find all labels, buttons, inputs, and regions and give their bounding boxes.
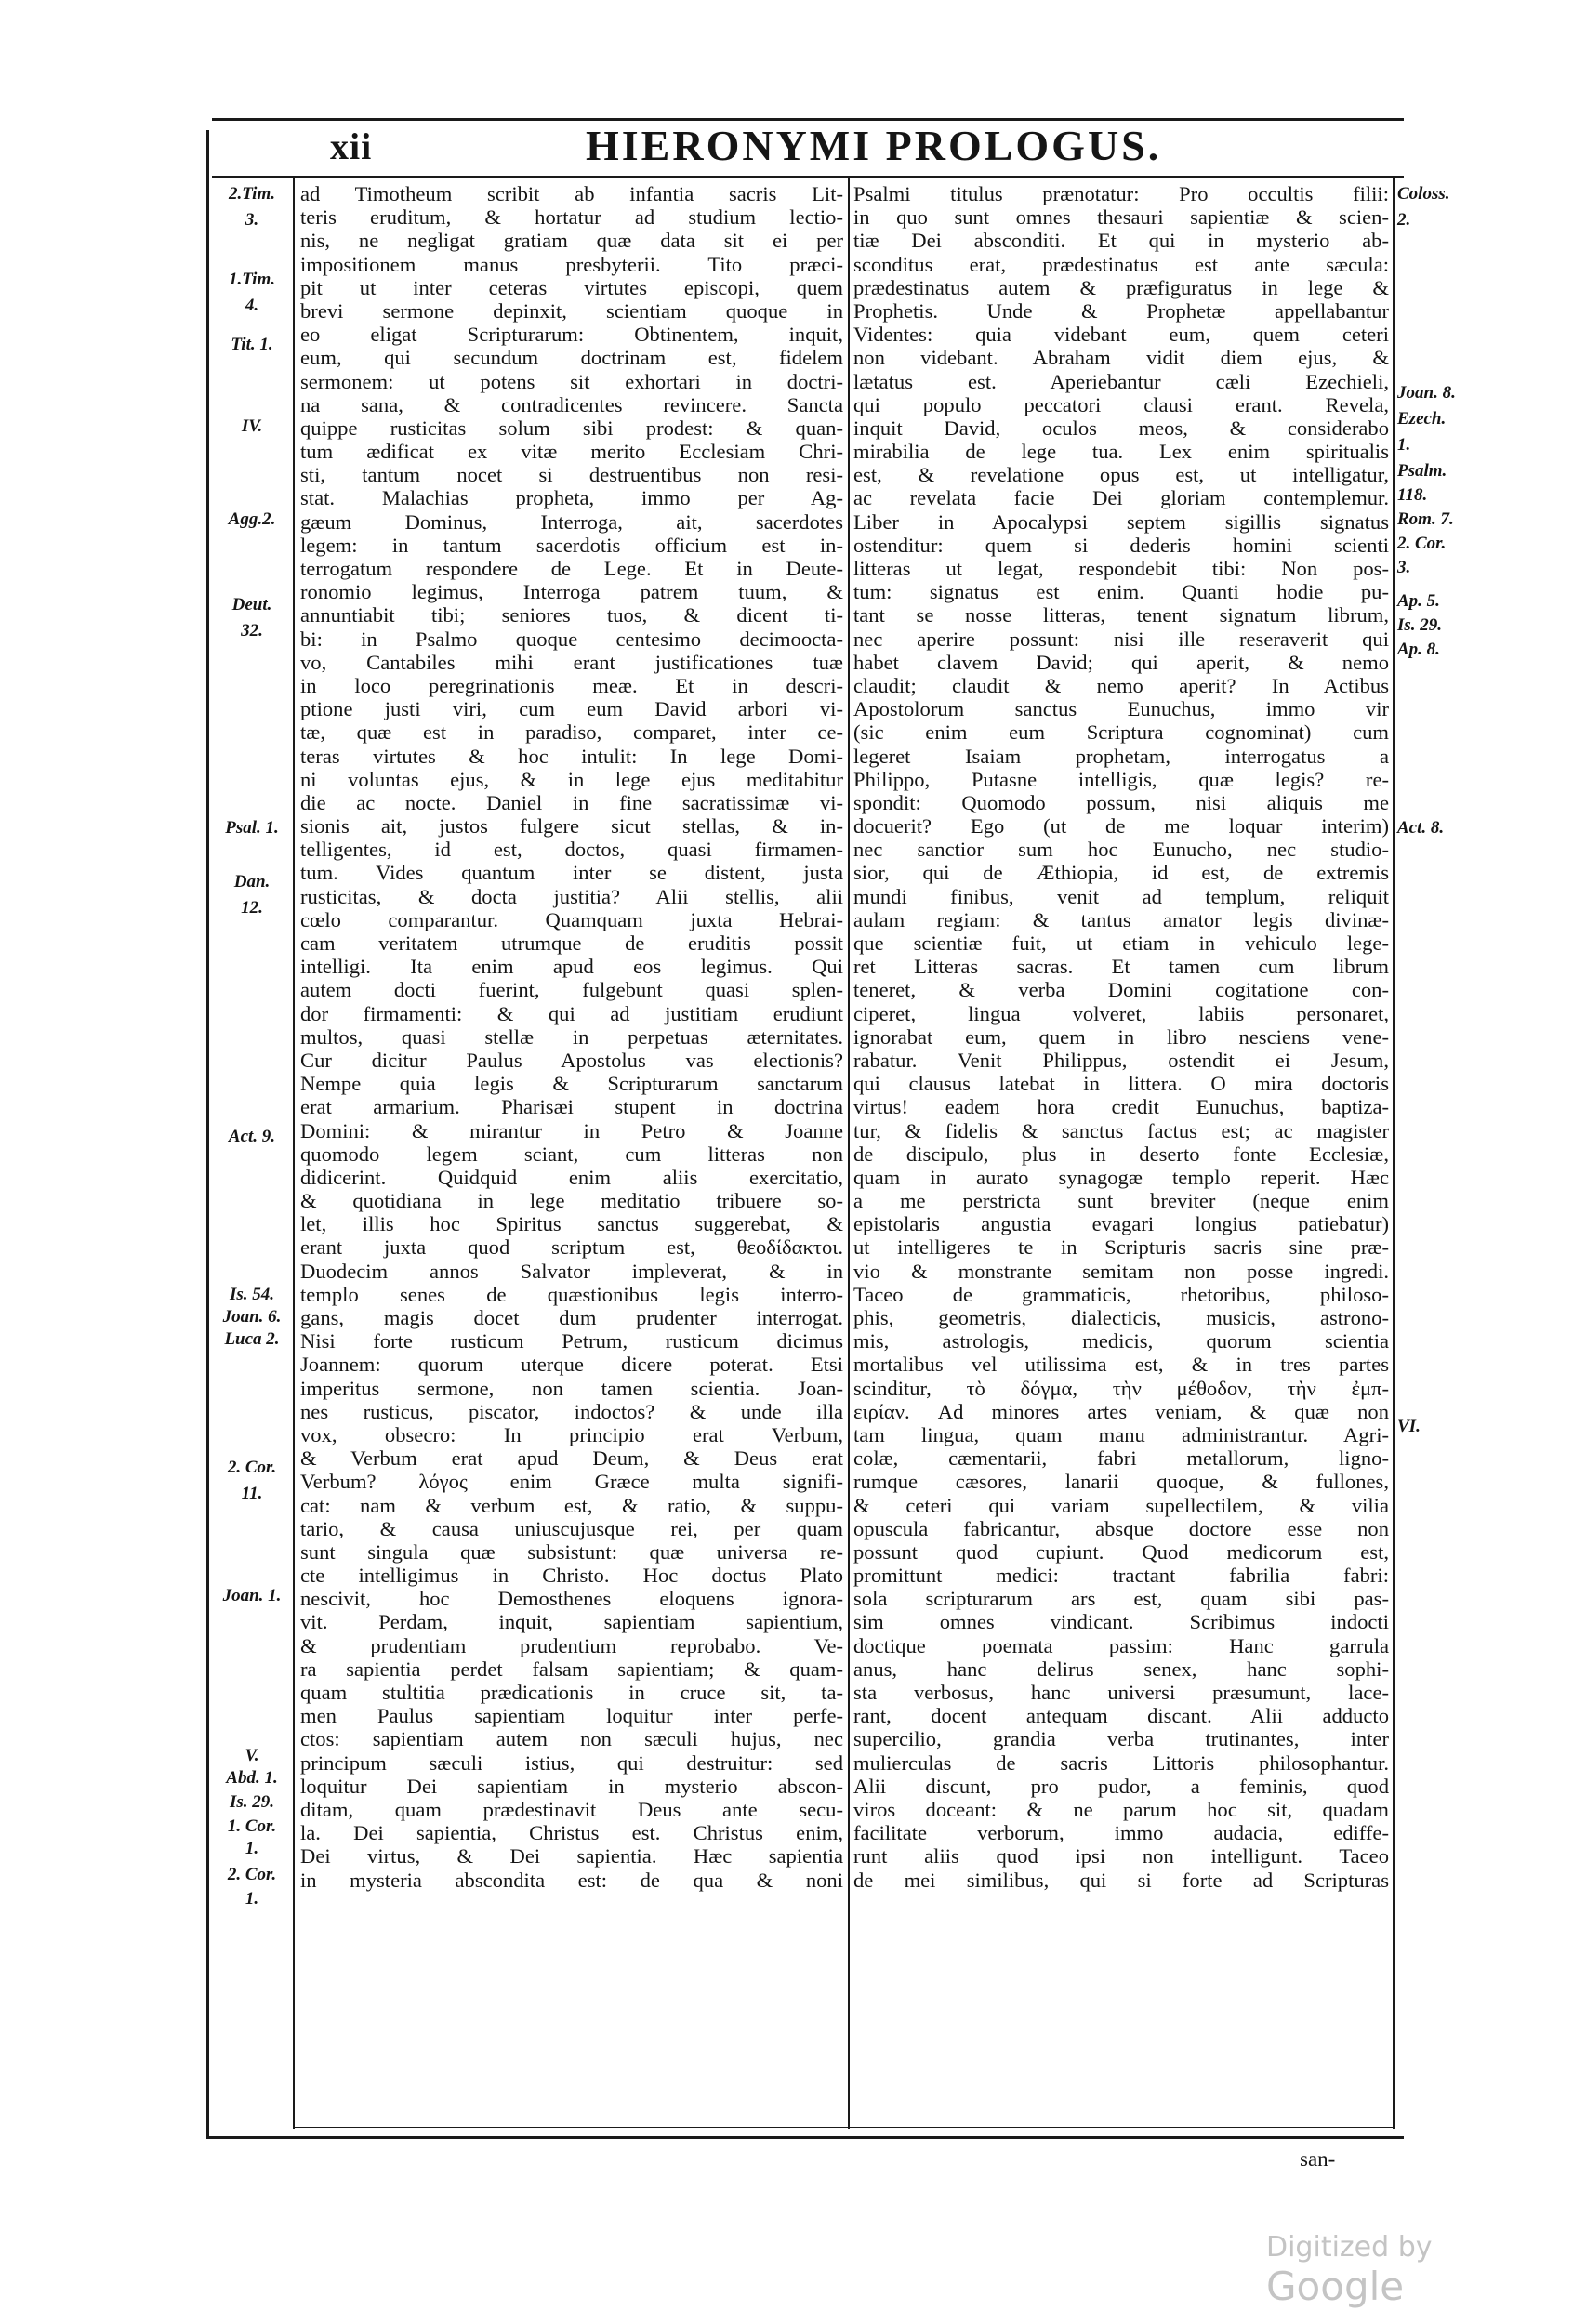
text-line: na sana, & contradicentes revincere. Sancta <box>300 392 843 416</box>
text-line: cœlo comparantur. Quamquam juxta Hebrai- <box>300 907 843 931</box>
text-line: teras virtutes & hoc intulit: In lege Domi- <box>300 744 843 768</box>
text-line: bi: in Psalmo quoque centesimo decimoocta- <box>300 627 843 651</box>
text-line: ostenditur: quem si dederis homini scienti <box>853 533 1389 557</box>
text-line: ptione justi viri, cum eum David arbori vi- <box>300 697 843 721</box>
text-line: intelligi. Ita enim apud eos legimus. Qui <box>300 955 843 979</box>
text-line: claudit; claudit & nemo aperit? In Actibus <box>853 673 1389 697</box>
margin-reference: VI. <box>1397 1417 1421 1436</box>
text-line: & ceteri qui variam supellectilem, & vilia <box>853 1493 1389 1517</box>
margin-reference: Ap. 5. <box>1397 591 1440 611</box>
text-line: & prudentiam prudentium reprobabo. Ve- <box>300 1633 843 1657</box>
text-line: quam stultitia prædicationis in cruce sit, ta- <box>300 1681 843 1704</box>
text-line: in mysteria abscondita est: de qua & noni <box>300 1868 843 1892</box>
margin-reference: 2.Tim. <box>229 184 275 204</box>
text-line: opuscula fabricantur, absque doctore esse non <box>853 1516 1389 1540</box>
text-line: Videntes: quia videbant eum, quem ceteri <box>853 323 1389 347</box>
margin-reference: 1.Tim. <box>229 270 275 289</box>
text-line: tam lingua, quam manu administrantur. Agri- <box>853 1422 1389 1446</box>
text-line: nescivit, hoc Demosthenes eloquens ignora- <box>300 1587 843 1611</box>
margin-reference: 1. <box>245 1839 259 1858</box>
text-line: mortalibus vel utilissima est, & in tres partes <box>853 1353 1389 1377</box>
margin-reference: Coloss. <box>1397 184 1450 204</box>
margin-reference: 11. <box>241 1484 263 1503</box>
margin-reference: Rom. 7. <box>1397 509 1454 529</box>
margin-reference: 4. <box>245 296 259 315</box>
text-line: teris eruditum, & hortatur ad studium lectio- <box>300 205 843 230</box>
text-line: facilitate verborum, immo audacia, ediffe- <box>853 1821 1389 1845</box>
margin-reference: Joan. 6. <box>222 1307 282 1327</box>
text-line: eo eligat Scripturarum: Obtinentem, inquit, <box>300 323 843 347</box>
margin-reference: Tit. 1. <box>231 335 273 354</box>
text-line: mis, astrologis, medicis, quorum scientia <box>853 1329 1389 1353</box>
text-line: cam veritatem utrumque de eruditis possit <box>300 931 843 955</box>
margin-reference: 3. <box>245 210 259 230</box>
text-line: la. Dei sapientia, Christus est. Christus enim, <box>300 1821 843 1845</box>
text-line: vit. Perdam, inquit, sapientiam sapientium, <box>300 1610 843 1634</box>
text-line: sta verbosus, hanc universi præsumunt, lace- <box>853 1681 1389 1704</box>
text-line: stat. Malachias propheta, immo per Ag- <box>300 486 843 510</box>
text-line: gæum Dominus, Interroga, ait, sacerdotes <box>300 509 843 534</box>
margin-reference: Joan. 1. <box>222 1586 282 1605</box>
text-line: nec aperire possunt: nisi ille reseraverit qui <box>853 627 1389 651</box>
text-line: multos, quasi stellæ in perpetuas æternitates. <box>300 1024 843 1049</box>
margin-reference: Dan. <box>233 872 271 891</box>
text-line: runt aliis quod ipsi non intelligunt. Taceo <box>853 1844 1389 1868</box>
text-line: rumque cæsores, lanarii quoque, & fullones, <box>853 1470 1389 1494</box>
text-line: & quotidiana in lege meditatio tribuere so- <box>300 1189 843 1213</box>
text-line: teneret, & verba Domini cogitatione con- <box>853 978 1389 1002</box>
text-line: dor firmamenti: & qui ad justitiam erudiunt <box>300 1001 843 1025</box>
text-line: de mei similibus, qui si forte ad Scripturas <box>853 1868 1389 1892</box>
text-line: tæ, quæ est in paradiso, comparet, inter ce- <box>300 720 843 745</box>
text-bottom-rule <box>293 2127 1395 2128</box>
text-line: Dei virtus, & Dei sapientia. Hæc sapientia <box>300 1844 843 1868</box>
text-line: tur, & fidelis & sanctus factus est; ac magister <box>853 1118 1389 1142</box>
text-line: epistolaris angustia evagari longius patiebatur) <box>853 1212 1389 1236</box>
text-line: tum: signatus est enim. Quanti hodie pu- <box>853 580 1389 604</box>
page-number: xii <box>330 125 373 167</box>
text-line: sola scripturarum ars est, quam sibi pas- <box>853 1587 1389 1611</box>
text-line: quippe rusticitas solum sibi prodest: & quan- <box>300 416 843 440</box>
text-line: Nisi forte rusticum Petrum, rusticum dicimus <box>300 1329 843 1353</box>
text-line: virtus! eadem hora credit Eunuchus, baptiza- <box>853 1095 1389 1119</box>
text-line: principum sæculi istius, qui destruitur: sed <box>300 1750 843 1775</box>
watermark-brand: Google <box>1266 2264 1405 2309</box>
margin-reference: 1. Cor. <box>227 1816 277 1836</box>
margin-reference: Agg.2. <box>228 509 276 529</box>
text-line: supercilio, grandia verba trutinantes, inter <box>853 1727 1389 1751</box>
text-line: gans, magis docet dum prudenter interrogat. <box>300 1306 843 1329</box>
text-line: Alii discunt, pro pudor, a feminis, quod <box>853 1774 1389 1798</box>
margin-reference: Is. 29. <box>1397 615 1443 635</box>
text-line: Nempe quia legis & Scripturarum sanctarum <box>300 1072 843 1096</box>
text-line: que scientiæ fuit, ut etiam in vehiculo lege- <box>853 931 1389 955</box>
text-line: Liber in Apocalypsi septem sigillis signatus <box>853 509 1389 534</box>
text-line: ronomio legimus, Interroga patrem tuum, & <box>300 580 843 604</box>
text-line: tiæ Dei absconditi. Et qui in mysterio ab- <box>853 229 1389 253</box>
margin-reference: 2. Cor. <box>1397 534 1447 553</box>
text-line: Apostolorum sanctus Eunuchus, immo vir <box>853 697 1389 721</box>
text-column-left <box>300 182 843 2125</box>
text-line: let, illis hoc Spiritus sanctus suggerebat, & <box>300 1212 843 1236</box>
text-line: men Paulus sapientiam loquitur inter perfe- <box>300 1704 843 1728</box>
margin-reference: Act. 9. <box>228 1127 276 1146</box>
text-line: a me perstricta sunt breviter (neque enim <box>853 1189 1389 1213</box>
text-line: qui clausus latebat in littera. O mira doctoris <box>853 1072 1389 1096</box>
frame-outer-left-rule <box>206 130 209 2136</box>
text-line: prædestinatus autem & præfiguratus in lege & <box>853 275 1389 299</box>
text-line: Taceo de grammaticis, rhetoribus, philoso- <box>853 1282 1389 1306</box>
margin-reference: Ap. 8. <box>1397 640 1440 659</box>
text-line: templo senes de quæstionibus legis interro- <box>300 1282 843 1306</box>
text-line: rusticitas, & docta justitia? Alii stellis, alii <box>300 884 843 908</box>
text-line: ni voluntas ejus, & in lege ejus meditabitur <box>300 767 843 791</box>
margin-reference: Abd. 1. <box>226 1768 278 1788</box>
margin-reference: 1. <box>1397 435 1411 455</box>
text-line: lætatus est. Aperiebantur cæli Ezechieli, <box>853 369 1389 393</box>
text-line: sior, qui de Æthiopia, id est, de extremis <box>853 861 1389 885</box>
text-line: rant, docent antequam discant. Alii adducto <box>853 1704 1389 1728</box>
text-line: sunt singula quæ subsistunt: quæ universa re- <box>300 1539 843 1564</box>
text-line: autem docti fuerint, fulgebunt quasi splen- <box>300 978 843 1002</box>
margin-reference: 2. <box>1397 210 1411 230</box>
margin-reference: Deut. <box>231 595 272 614</box>
margin-reference: Is. 54. <box>229 1285 275 1304</box>
text-line: Domini: & mirantur in Petro & Joanne <box>300 1118 843 1142</box>
text-line: terrogatum respondere de Lege. Et in Deute- <box>300 557 843 580</box>
text-line: scinditur, τὸ δόγμα, τὴν μέθοδον, τὴν ἐμπ- <box>853 1376 1389 1400</box>
text-line: & Verbum erat apud Deum, & Deus erat <box>300 1446 843 1471</box>
text-line: erat armarium. Pharisæi stupent in doctrina <box>300 1095 843 1119</box>
margin-reference: 1. <box>245 1889 259 1908</box>
text-line: Prophetis. Unde & Prophetæ appellabantur <box>853 298 1389 323</box>
margin-reference: 32. <box>241 621 263 640</box>
margin-reference: 2. Cor. <box>227 1865 277 1884</box>
frame-inner-left-rule <box>293 177 295 2129</box>
text-line: tant se nosse litteras, tenent signatum librum, <box>853 603 1389 627</box>
text-line: mundi finibus, venit ad templum, reliquit <box>853 884 1389 908</box>
text-line: pit ut inter ceteras virtutes episcopi, quem <box>300 275 843 299</box>
margin-reference: IV. <box>241 416 263 436</box>
text-line: telligentes, id est, doctos, quasi firmamen- <box>300 838 843 862</box>
text-line: Verbum? λόγος enim Græce multa signifi- <box>300 1470 843 1494</box>
margin-reference: Joan. 8. <box>1397 383 1456 403</box>
header-bottom-rule <box>212 176 1404 178</box>
text-line: habet clavem David; qui aperit, & nemo <box>853 650 1389 674</box>
margin-reference: V. <box>245 1746 259 1765</box>
text-line: sim omnes vindicant. Scribimus indocti <box>853 1610 1389 1634</box>
text-line: colæ, cæmentarii, fabri metallorum, ligno- <box>853 1446 1389 1471</box>
text-line: erant juxta quod scriptum est, θεοδίδακτοι. <box>300 1235 843 1260</box>
page-bottom-rule <box>206 2136 1404 2139</box>
text-line: ctos: sapientiam autem non sæculi hujus, nec <box>300 1727 843 1751</box>
text-line: didicerint. Quidquid enim aliis exercitatio, <box>300 1165 843 1189</box>
text-line: ret Litteras sacras. Et tamen cum librum <box>853 955 1389 979</box>
margin-reference: Ezech. <box>1397 409 1447 429</box>
text-line: vio & monstrante semitam non posse ingredi. <box>853 1259 1389 1283</box>
text-line: possunt quod cupiunt. Quod medicorum est, <box>853 1539 1389 1564</box>
margin-reference: Psal. 1. <box>225 818 279 838</box>
text-line: loquitur Dei sapientiam in mysterio abscon- <box>300 1774 843 1798</box>
text-line: cat: nam & verbum est, & ratio, & suppu- <box>300 1493 843 1517</box>
text-line: Psalmi titulus prænotatur: Pro occultis filii: <box>853 182 1389 205</box>
text-line: ciperet, lingua volveret, labiis personaret, <box>853 1001 1389 1025</box>
text-line: ad Timotheum scribit ab infantia sacris Lit- <box>300 182 843 205</box>
text-column-right <box>853 182 1389 2125</box>
text-line: sti, tantum nocet si destruentibus non resi- <box>300 463 843 487</box>
text-line: vox, obsecro: In principio erat Verbum, <box>300 1422 843 1446</box>
text-line: eum, qui secundum doctrinam est, fidelem <box>300 346 843 370</box>
text-line: qui populo peccatori clausi erant. Revela, <box>853 392 1389 416</box>
text-line: ac revelata facie Dei gloriam contemplemur. <box>853 486 1389 510</box>
text-line: phis, geometris, dialecticis, musicis, astrono- <box>853 1306 1389 1329</box>
text-line: legem: in tantum sacerdotis officium est in- <box>300 533 843 557</box>
text-line: aulam regiam: & tantus amator legis divinæ- <box>853 907 1389 931</box>
text-line: ditam, quam prædestinavit Deus ante secu- <box>300 1797 843 1821</box>
margin-reference: 118. <box>1397 485 1428 505</box>
text-line: promittunt medici: tractant fabrilia fabri: <box>853 1564 1389 1588</box>
catchword: san- <box>1300 2147 1336 2171</box>
text-line: die ac nocte. Daniel in fine sacratissimæ vi- <box>300 790 843 814</box>
margin-reference: Luca 2. <box>224 1329 280 1349</box>
text-line: tum ædificat ex vitæ merito Ecclesiam Chri- <box>300 440 843 464</box>
text-line: mulierculas de sacris Littoris philosophantur. <box>853 1750 1389 1775</box>
text-line: nec sanctior sum hoc Eunucho, nec studio- <box>853 838 1389 862</box>
text-line: nes rusticus, piscator, indoctos? & unde illa <box>300 1399 843 1423</box>
text-line: docuerit? Ego (ut de me loquar interim) <box>853 814 1389 838</box>
text-line: rabatur. Venit Philippus, ostendit ei Jesum, <box>853 1048 1389 1072</box>
text-line: Joannem: quorum uterque dicere poterat. Etsi <box>300 1353 843 1377</box>
text-line: sconditus erat, prædestinatus est ante sæcula: <box>853 252 1389 276</box>
text-line: (sic enim eum Scriptura cognominat) cum <box>853 720 1389 745</box>
text-line: litteras ut legat, respondebit tibi: Non pos- <box>853 557 1389 580</box>
text-line: Philippo, Putasne intelligis, quæ legis? re- <box>853 767 1389 791</box>
text-line: brevi sermone depinxit, scientiam quoque in <box>300 298 843 323</box>
text-line: quomodo legem sciant, cum litteras non <box>300 1142 843 1166</box>
text-line: ut intelligeres te in Scripturis sacris sine præ- <box>853 1235 1389 1260</box>
text-line: tario, & causa uniuscujusque rei, per quam <box>300 1516 843 1540</box>
text-line: ειρίαν. Ad minores artes veniam, & quæ non <box>853 1399 1389 1423</box>
text-line: de discipulo, plus in deserto fonte Ecclesiæ, <box>853 1142 1389 1166</box>
text-line: legeret Isaiam prophetam, interrogatus a <box>853 744 1389 768</box>
text-line: sermonem: ut potens sit exhortari in doctri- <box>300 369 843 393</box>
digitized-watermark <box>1266 2231 1573 2309</box>
margin-reference: Act. 8. <box>1397 818 1445 838</box>
margin-reference: 3. <box>1397 558 1411 577</box>
running-head: HIERONYMI PROLOGUS. <box>586 122 1162 169</box>
text-line: tum. Vides quantum inter se distent, justa <box>300 861 843 885</box>
column-divider-rule <box>848 177 850 2129</box>
text-line: spondit: Quomodo possum, nisi aliquis me <box>853 790 1389 814</box>
margin-reference: Is. 29. <box>229 1792 275 1812</box>
text-line: in loco peregrinationis meæ. Et in descri- <box>300 673 843 697</box>
text-line: doctique poemata passim: Hanc garrula <box>853 1633 1389 1657</box>
text-line: in quo sunt omnes thesauri sapientiæ & scien- <box>853 205 1389 230</box>
text-line: anus, hanc delirus senex, hanc sophi- <box>853 1657 1389 1681</box>
text-line: sionis ait, justos fulgere sicut stellas, & in- <box>300 814 843 838</box>
text-line: impositionem manus presbyterii. Tito præci- <box>300 252 843 276</box>
text-line: cte intelligimus in Christo. Hoc doctus Plato <box>300 1564 843 1588</box>
margin-reference: 2. Cor. <box>227 1458 277 1477</box>
text-line: Cur dicitur Paulus Apostolus vas electionis? <box>300 1048 843 1072</box>
text-line: mirabilia de lege tua. Lex enim spiritualis <box>853 440 1389 464</box>
text-line: nis, ne negligat gratiam quæ data sit ei per <box>300 229 843 253</box>
text-line: ra sapientia perdet falsam sapientiam; & quam- <box>300 1657 843 1681</box>
margin-reference: Psalm. <box>1397 461 1447 481</box>
frame-right-rule <box>1393 177 1395 2129</box>
text-line: annuntiabit tibi; seniores tuos, & dicent ti- <box>300 603 843 627</box>
text-line: ignorabat eum, quem in libro nesciens vene- <box>853 1024 1389 1049</box>
text-line: est, & revelatione opus est, ut intelligatur, <box>853 463 1389 487</box>
margin-reference: 12. <box>241 898 263 918</box>
text-line: Duodecim annos Salvator impleverat, & in <box>300 1259 843 1283</box>
text-line: inquit David, oculos meos, & considerabo <box>853 416 1389 440</box>
text-line: vo, Cantabiles mihi erant justificationes tuæ <box>300 650 843 674</box>
text-line: non videbant. Abraham vidit diem ejus, & <box>853 346 1389 370</box>
text-line: imperitus sermone, non tamen scientia. Joan- <box>300 1376 843 1400</box>
watermark-prefix: Digitized by <box>1266 2231 1433 2264</box>
text-line: quam in aurato synagogæ templo reperit. Hæc <box>853 1165 1389 1189</box>
text-line: viros doceant: & ne parum hoc sit, quadam <box>853 1797 1389 1821</box>
